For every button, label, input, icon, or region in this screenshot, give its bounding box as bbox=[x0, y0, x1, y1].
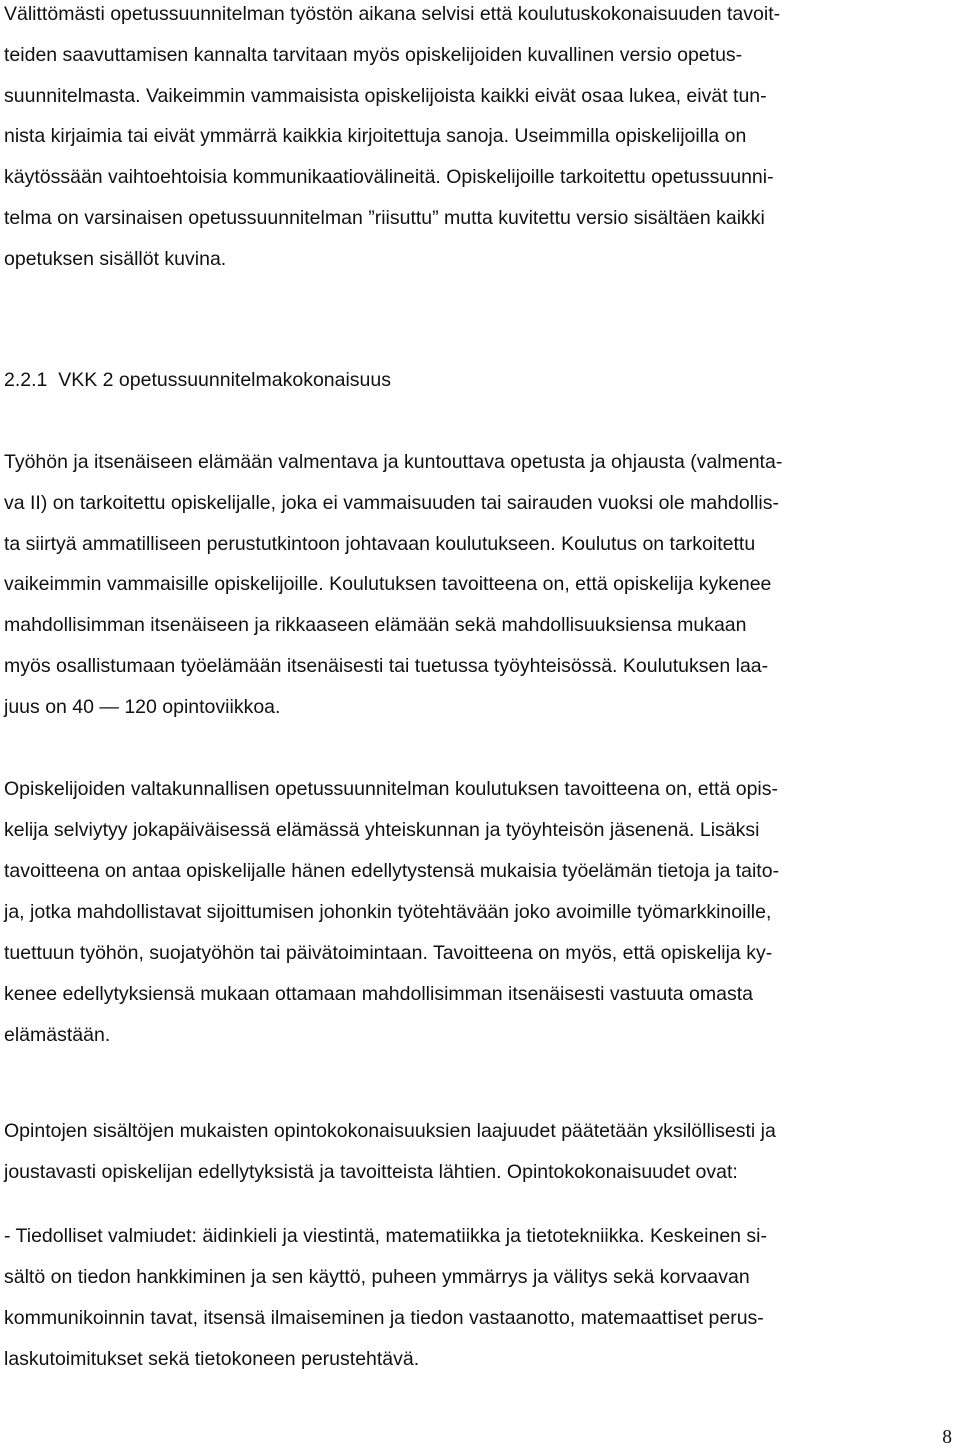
text-line: tuettuun työhön, suojatyöhön tai päivätoimintaan. Tavoitteena on myös, että opiskelija ky- bbox=[4, 942, 773, 964]
text-line: ja, jotka mahdollistavat sijoittumisen johonkin työtehtävään joko avoimille työmarkkinoille, bbox=[4, 901, 772, 923]
text-line: opetuksen sisällöt kuvina. bbox=[4, 248, 227, 270]
text-line: juus on 40 — 120 opintoviikkoa. bbox=[4, 696, 281, 718]
text-line: Välittömästi opetussuunnitelman työstön aikana selvisi että koulutuskokonaisuuden tavoit- bbox=[4, 3, 781, 25]
text-line: sältö on tiedon hankkiminen ja sen käyttö, puheen ymmärrys ja välitys sekä korvaavan bbox=[4, 1266, 750, 1288]
page-number: 8 bbox=[942, 1427, 952, 1448]
text-line: kelija selviytyy jokapäiväisessä elämässä yhteiskunnan ja työyhteisön jäsenenä. Lisäksi bbox=[4, 819, 760, 841]
text-line: ta siirtyä ammatilliseen perustutkintoon johtavaan koulutukseen. Koulutus on tarkoitettu bbox=[4, 533, 756, 555]
text-line: Työhön ja itsenäiseen elämään valmentava ja kuntouttava opetusta ja ohjausta (valmenta- bbox=[4, 451, 783, 473]
text-line: suunnitelmasta. Vaikeimmin vammaisista opiskelijoista kaikki eivät osaa lukea, eivät tun- bbox=[4, 85, 767, 107]
text-line: - Tiedolliset valmiudet: äidinkieli ja viestintä, matematiikka ja tietotekniikka. Keskeinen si- bbox=[4, 1225, 768, 1247]
text-line: telma on varsinaisen opetussuunnitelman ”riisuttu” mutta kuvitettu versio sisältäen kaikki bbox=[4, 207, 765, 229]
text-line: mahdollisimman itsenäiseen ja rikkaaseen elämään sekä mahdollisuuksiensa mukaan bbox=[4, 614, 747, 636]
text-line: va II) on tarkoitettu opiskelijalle, joka ei vammaisuuden tai sairauden vuoksi ole mahdollis- bbox=[4, 492, 779, 514]
text-line: vaikeimmin vammaisille opiskelijoille. Koulutuksen tavoitteena on, että opiskelija kykenee bbox=[4, 573, 772, 595]
text-line: myös osallistumaan työelämään itsenäisesti tai tuetussa työyhteisössä. Koulutuksen laa- bbox=[4, 655, 769, 677]
text-line: tavoitteena on antaa opiskelijalle hänen edellytystensä mukaisia työelämän tietoja ja taito- bbox=[4, 860, 780, 882]
text-line: Opintojen sisältöjen mukaisten opintokokonaisuuksien laajuudet päätetään yksilöllisesti ja bbox=[4, 1120, 776, 1142]
text-line: laskutoimitukset sekä tietokoneen perustehtävä. bbox=[4, 1348, 420, 1370]
text-line: elämästään. bbox=[4, 1024, 111, 1046]
section-heading: 2.2.1 VKK 2 opetussuunnitelmakokonaisuus bbox=[4, 369, 392, 391]
text-line: kommunikoinnin tavat, itsensä ilmaiseminen ja tiedon vastaanotto, matemaattiset perus- bbox=[4, 1307, 764, 1329]
text-line: käytössään vaihtoehtoisia kommunikaatiovälineitä. Opiskelijoille tarkoitettu opetussuunni- bbox=[4, 166, 774, 188]
text-line: teiden saavuttamisen kannalta tarvitaan myös opiskelijoiden kuvallinen versio opetus- bbox=[4, 44, 743, 66]
text-line: joustavasti opiskelijan edellytyksistä ja tavoitteista lähtien. Opintokokonaisuudet ovat: bbox=[4, 1161, 738, 1183]
text-line: Opiskelijoiden valtakunnallisen opetussuunnitelman koulutuksen tavoitteena on, että opis- bbox=[4, 778, 778, 800]
text-line: nista kirjaimia tai eivät ymmärrä kaikkia kirjoitettuja sanoja. Useimmilla opiskelijoilla on bbox=[4, 125, 747, 147]
text-line: kenee edellytyksiensä mukaan ottamaan mahdollisimman itsenäisesti vastuuta omasta bbox=[4, 983, 753, 1005]
